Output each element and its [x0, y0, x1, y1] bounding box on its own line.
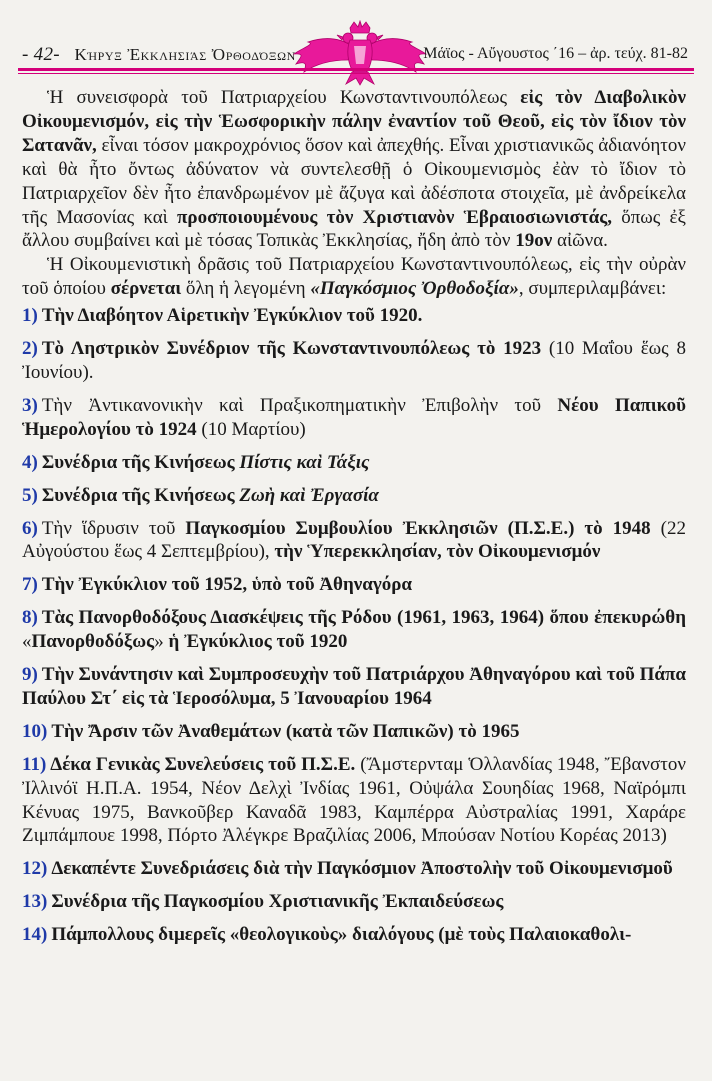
paragraph-1: Ἡ συνεισφορὰ τοῦ Πατριαρχείου Κωνσταντινουπόλεως εἰς τὸν Διαβολικὸν Οἰκουμενισμόν, εἰς τὴν Ἑωσφορικὴν πάλην ἐναντίον τοῦ Θεοῦ, εἰς τὸν ἴδιον τὸν Σατανᾶν, εἶναι τόσον μακροχρόνιος ὅσον καὶ ἀπεχθής. Εἶναι χριστιανικῶς ἀδιανόητον καὶ θὰ ἦτο ὄντως ἀδύνατον νὰ συντελεσθῇ ὁ Οἰκουμενισμὸς ἐὰν τὸ ἴδιον τὸ Πατριαρχεῖον δὲν ἦτο ἐπανδρωμένον μὲ ἄζυγα καὶ ἀδέσποτα στοιχεῖα, μὲ ἀνδρείκελα τῆς Μασονίας καὶ προσποιουμένους τὸν Χριστιανὸν Ἑβραιοσιωνιστάς, ὅπως ἐξ ἄλλου συμβαίνει καὶ μὲ τόσας Τοπικὰς Ἐκκλησίας, ἤδη ἀπὸ τὸν 19ον αἰῶνα.: [22, 87, 686, 252]
double-headed-eagle-icon: [290, 20, 430, 86]
list-item: 4) Συνέδρια τῆς Κινήσεως Πίστις καὶ Τάξις: [22, 451, 370, 473]
list-item: 3) Τὴν Ἀντικανονικὴν καὶ Πραξικοπηματικὴν Ἐπιβολὴν τοῦ Νέου Παπικοῦ Ἡμερολογίου τὸ 1924 (10 Μαρτίου): [22, 394, 687, 440]
list-item: 2) Τὸ Ληστρικὸν Συνέδριον τῆς Κωνσταντινουπόλεως τὸ 1923 (10 Μαΐου ἕως 8 Ἰουνίου).: [22, 338, 686, 383]
list-item: 8) Τὰς Πανορθοδόξους Διασκέψεις τῆς Ρόδου (1961, 1963, 1964) ὅπου ἐπεκυρώθη «Πανορθοδόξως» ἡ Ἐγκύκλιος τοῦ 1920: [22, 607, 686, 653]
list-item: 11) Δέκα Γενικὰς Συνελεύσεις τοῦ Π.Σ.Ε. (Ἄμστερνταμ Ὁλλανδίας 1948, Ἔβανστον Ἰλλινόϊ Η.Π.Α. 1954, Νέον Δελχὶ Ἰνδίας 1961, Οὐψάλα Σουηδίας 1968, Ναϊρόμπι Κένυας 1975, Βανκοῦβερ Καναδᾶ 1983, Καμπέρρα Αὐστραλίας 1991, Χαράρε Ζιμπάμπουε 1998, Πόρτο Ἀλέγκρε Βραζιλίας 2006, Μπούσαν Νοτίου Κορέας 2013): [22, 753, 686, 847]
list-item: 5) Συνέδρια τῆς Κινήσεως Ζωὴ καὶ Ἐργασία: [22, 484, 379, 506]
article-body: [22, 86, 686, 956]
page-number: - 42-: [22, 44, 60, 65]
header-rule-thin: [18, 73, 694, 74]
list-item: 6) Τὴν ἵδρυσιν τοῦ Παγκοσμίου Συμβουλίου Ἐκκλησιῶν (Π.Σ.Ε.) τὸ 1948 (22 Αὐγούστου ἕως 4 Σεπτεμβρίου), τὴν Ὑπερεκκλησίαν, τὸν Οἰκουμενισμόν: [22, 517, 687, 563]
list-item: 9) Τὴν Συνάντησιν καὶ Συμπροσευχὴν τοῦ Πατριάρχου Ἀθηναγόρου καὶ τοῦ Πάπα Παύλου Στ΄ εἰς τὰ Ἱεροσόλυμα, 5 Ἰανουαρίου 1964: [22, 664, 686, 709]
paragraph-2: Ἡ Οἰκουμενιστικὴ δρᾶσις τοῦ Πατριαρχείου Κωνσταντινουπόλεως, εἰς τὴν οὐρὰν τοῦ ὁποίου σέρνεται ὅλη ἡ λεγομένη «Παγκόσμιος Ὀρθοδοξία», συμπεριλαμβάνει:: [22, 254, 686, 300]
header-left: [22, 44, 296, 66]
list-item: 14) Πάμπολλους διμερεῖς «θεολογικοὺς» διαλόγους (μὲ τοὺς Παλαιοκαθολι-: [22, 924, 632, 946]
header-rule: [18, 68, 694, 71]
page-header: [0, 0, 712, 84]
journal-title: Κήρυξ Ἐκκλησιάς Ὀρθοδόξων: [74, 45, 296, 64]
issue-info: Μάϊος - Αὔγουστος ΄16 – ἀρ. τεύχ. 81-82: [423, 45, 688, 62]
list-item: 7) Τὴν Ἐγκύκλιον τοῦ 1952, ὑπὸ τοῦ Ἀθηναγόρα: [22, 574, 413, 596]
ecumenism-list: [22, 304, 686, 947]
list-item: 10) Τὴν Ἄρσιν τῶν Ἀναθεμάτων (κατὰ τῶν Παπικῶν) τὸ 1965: [22, 720, 520, 742]
list-item: 13) Συνέδρια τῆς Παγκοσμίου Χριστιανικῆς Ἐκπαιδεύσεως: [22, 891, 504, 913]
list-item: 1) Τὴν Διαβόητον Αἱρετικὴν Ἐγκύκλιον τοῦ 1920.: [22, 305, 423, 327]
list-item: 12) Δεκαπέντε Συνεδριάσεις διὰ τὴν Παγκόσμιον Ἀποστολὴν τοῦ Οἰκουμενισμοῦ: [22, 858, 673, 880]
